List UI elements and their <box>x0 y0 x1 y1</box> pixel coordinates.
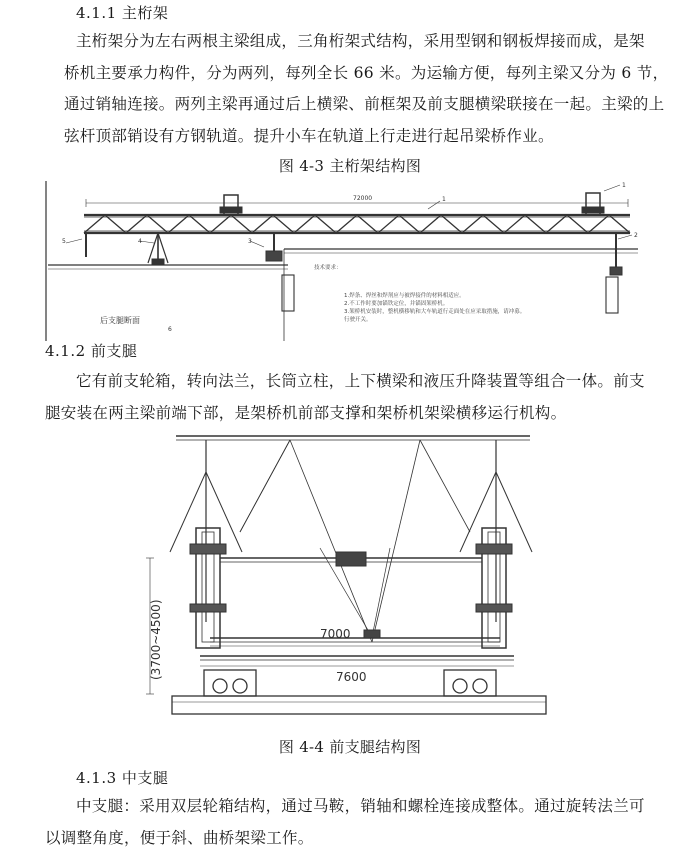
dim-height-label: (3700~4500) <box>149 599 163 680</box>
section-heading-412: 4.1.2 前支腿 <box>45 342 138 360</box>
paragraph-line: 它有前支轮箱，转向法兰，长筒立柱，上下横梁和液压升降装置等组合一体。前支 <box>76 372 645 390</box>
truss-diagonal <box>525 215 546 233</box>
paragraph-line: 桥机主要承力构件，分为两列，每列全长 66 米。为运输方便，每列主梁又分为 6 节， <box>64 63 669 82</box>
dim-outer-label: 7600 <box>336 670 367 684</box>
front-leg-drawing <box>140 432 580 724</box>
dim-inner-label: 7000 <box>320 627 351 641</box>
main-truss-drawing <box>38 181 660 341</box>
figure-caption-4-3: 图 4-3 主桁架结构图 <box>278 157 422 175</box>
paragraph-line: 中支腿：采用双层轮箱结构，通过马鞍，销轴和螺栓连接成整体。通过旋转法兰可 <box>76 797 645 815</box>
paragraph-line: 弦杆顶部销设有方钢轨道。提升小车在轨道上行走进行起吊梁桥作业。 <box>64 126 554 145</box>
truss-diagonal <box>504 215 525 233</box>
dimension-label: 72000 <box>353 195 373 202</box>
tech-notes-title: 技术要求： <box>314 265 342 271</box>
tech-note-3: 3.架桥机安装时，整机横移轨和大车轨道行走面处在应采取措施，请冲募。 <box>344 309 526 315</box>
truss-diagonal <box>126 215 147 233</box>
paragraph-413 <box>45 791 695 854</box>
callout-1b: 1 <box>622 182 626 189</box>
truss-diagonal <box>609 215 630 233</box>
truss-diagonal <box>399 215 420 233</box>
callout-3: 3 <box>248 238 252 245</box>
truss-diagonal <box>84 215 105 233</box>
truss-diagonal <box>231 215 252 233</box>
callout-2: 2 <box>634 232 638 239</box>
tech-note-2: 2.不工作时要加锚铁定位，并锚固架桥机。 <box>344 301 449 307</box>
truss-diagonal <box>336 215 357 233</box>
rear-leg-section-label: 后支腿断面 <box>100 316 140 325</box>
truss-diagonal <box>252 215 273 233</box>
truss-diagonal <box>546 215 567 233</box>
truss-diagonal <box>105 215 126 233</box>
truss-diagonal <box>420 215 441 233</box>
truss-diagonal <box>315 215 336 233</box>
section-heading-413: 4.1.3 中支腿 <box>76 769 169 787</box>
paragraph-line: 腿安装在两主梁前端下部，是架桥机前部支撑和架桥机架梁横移运行机构。 <box>45 403 567 422</box>
paragraph-412 <box>45 366 695 429</box>
truss-diagonal <box>147 215 168 233</box>
callout-1: 1 <box>442 196 446 203</box>
callout-5: 5 <box>62 238 66 245</box>
callout-4: 4 <box>138 238 142 245</box>
truss-diagonal <box>294 215 315 233</box>
truss-diagonal <box>567 215 588 233</box>
truss-diagonal <box>441 215 462 233</box>
truss-diagonal <box>462 215 483 233</box>
paragraph-line: 主桁架分为左右两根主梁组成，三角桁架式结构，采用型钢和钢板焊接而成，是架 <box>76 32 645 50</box>
paragraph-411 <box>64 26 696 152</box>
paragraph-line: 以调整角度，便于斜、曲桥架梁工作。 <box>45 828 314 847</box>
truss-diagonal <box>189 215 210 233</box>
tech-note-4: 行驶开关。 <box>344 317 372 323</box>
figure-caption-4-4: 图 4-4 前支腿结构图 <box>278 738 422 756</box>
section-heading-411: 4.1.1 主桁架 <box>76 4 169 22</box>
truss-diagonal <box>483 215 504 233</box>
truss-diagonal <box>168 215 189 233</box>
paragraph-line: 通过销轴连接。两列主梁再通过后上横梁、前框架及前支腿横梁联接在一起。主梁的上 <box>64 95 665 113</box>
truss-diagonal <box>210 215 231 233</box>
tech-note-1: 1.焊条、焊丝和焊剂应与被焊接件的材料相适应。 <box>344 293 465 299</box>
truss-diagonal <box>588 215 609 233</box>
truss-diagonal <box>378 215 399 233</box>
truss-diagonal <box>357 215 378 233</box>
callout-6: 6 <box>168 326 172 333</box>
truss-diagonal <box>273 215 294 233</box>
